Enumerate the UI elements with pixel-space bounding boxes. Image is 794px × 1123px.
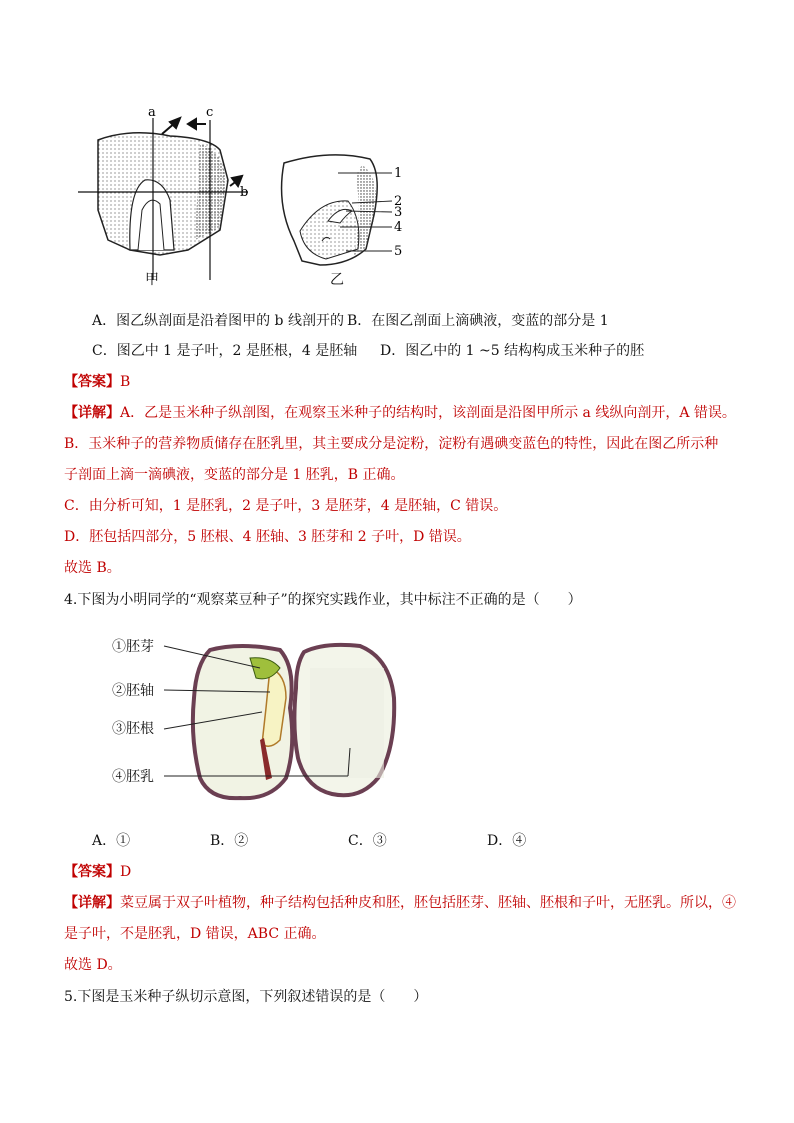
option-d: D．图乙中的 1 ~5 结构构成玉米种子的胚 [380, 343, 645, 359]
question-5-stem: 5.下图是玉米种子纵切示意图，下列叙述错误的是（ ） [64, 989, 428, 1005]
detail-line-1: 【详解】A．乙是玉米种子纵剖图，在观察玉米种子的结构时，该剖面是沿图甲所示 a 线纵向剖开，A 错误。 [64, 405, 736, 421]
label-3: 3 [394, 205, 403, 220]
answer-tag: 【答案】 [64, 374, 120, 390]
caption-yi: 乙 [330, 272, 344, 288]
bean-left-half [193, 646, 292, 798]
conclusion-q4: 故选 D。 [64, 957, 122, 973]
detail-tag-q4: 【详解】 [64, 895, 120, 911]
option-a: A．图乙纵剖面是沿着图甲的 b 线剖开的 [92, 313, 344, 329]
answer-row-q3 [64, 372, 130, 392]
bean-label-3: ③胚根 [112, 721, 154, 737]
label-c: c [206, 105, 214, 120]
conclusion-q3: 故选 B。 [64, 560, 121, 576]
answer-tag-q4: 【答案】 [64, 864, 120, 880]
bean-label-1: ①胚芽 [112, 639, 154, 655]
q4-detail-line-1: 【详解】菜豆属于双子叶植物，种子结构包括种皮和胚，胚包括胚芽、胚轴、胚根和子叶，无胚乳。所以，④ [64, 895, 736, 911]
seed-section-yi [282, 155, 378, 265]
detail-tag: 【详解】 [64, 405, 120, 421]
question-4-stem: 4.下图为小明同学的“观察菜豆种子”的探究实践作业，其中标注不正确的是（ ） [64, 592, 582, 608]
q4-option-b: B．② [210, 833, 249, 849]
bean-right-half [294, 645, 394, 795]
label-5: 5 [394, 244, 403, 259]
detail-line-4: C．由分析可知，1 是胚乳，2 是子叶，3 是胚芽，4 是胚轴，C 错误。 [64, 498, 508, 514]
label-b: b [240, 185, 249, 200]
detail-line-5: D．胚包括四部分，5 胚根、4 胚轴、3 胚芽和 2 子叶，D 错误。 [64, 529, 471, 545]
q4-option-a: A．① [92, 833, 131, 849]
option-c: C．图乙中 1 是子叶，2 是胚根，4 是胚轴 [92, 343, 358, 359]
bean-label-2: ②胚轴 [112, 683, 154, 699]
label-a: a [148, 105, 156, 120]
label-4: 4 [394, 220, 403, 235]
answer-value: B [120, 374, 131, 390]
seed-outline-jia [98, 133, 228, 255]
detail-line-3: 子剖面上滴一滴碘液，变蓝的部分是 1 胚乳，B 正确。 [64, 467, 405, 483]
detail-line-2: B．玉米种子的营养物质储存在胚乳里，其主要成分是淀粉，淀粉有遇碘变蓝色的特性，因此在图乙所示种 [64, 436, 719, 452]
option-b: B．在图乙剖面上滴碘液，变蓝的部分是 1 [347, 313, 609, 329]
caption-jia: 甲 [145, 272, 159, 288]
label-2: 2 [394, 194, 403, 209]
answer-row-q4 [64, 862, 131, 882]
figure-yi [270, 145, 420, 275]
figure-bean-seed [110, 628, 410, 808]
label-1: 1 [394, 166, 403, 181]
answer-value-q4: D [120, 864, 132, 880]
q4-option-c: C．③ [348, 833, 387, 849]
q4-detail-line-2: 是子叶，不是胚乳，D 错误，ABC 正确。 [64, 926, 326, 942]
bean-label-4: ④胚乳 [112, 769, 154, 785]
q4-option-d: D．④ [487, 833, 527, 849]
figure-jia [70, 100, 260, 290]
